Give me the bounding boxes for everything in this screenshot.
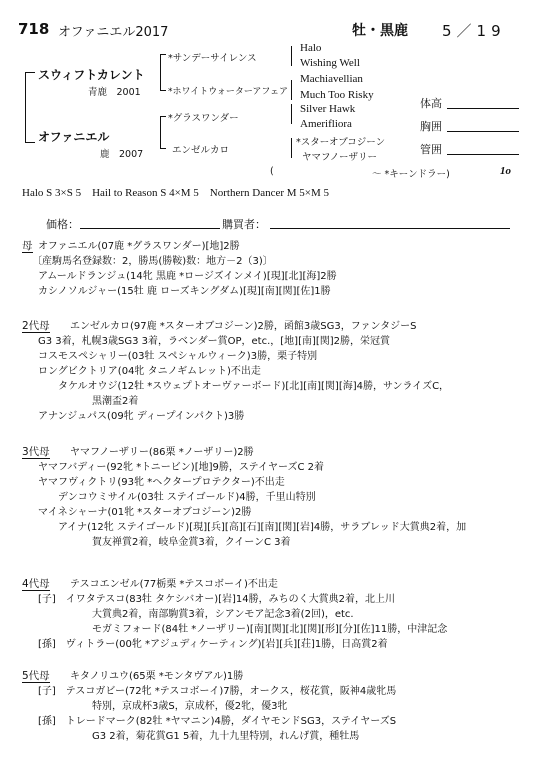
chest-field[interactable]: [447, 131, 519, 132]
section-label: 5代母: [22, 670, 50, 682]
family-line: [子] テスコガビー(72牝 *テスコボーイ)7勝，オークス，桜花賞，阪神4歳牝馬: [38, 686, 397, 697]
pedigree-line: [291, 104, 292, 124]
pedigree-line: [160, 90, 166, 91]
cannon-label: 管囲: [420, 143, 442, 156]
pedigree-code: 1o: [500, 165, 511, 177]
family-line: G3 3着，札幌3歳SG3 3着，ラベンダー賞OP，etc.，[地][南][関]2勝，栄冠賞: [38, 336, 391, 347]
sire-sire: *サンデーサイレンス: [168, 53, 257, 64]
dsd: Amerifliora: [300, 118, 352, 130]
section-label: 4代母: [22, 578, 50, 590]
buyer-field[interactable]: [270, 228, 510, 229]
family-line: タケルオウジ(12牡 *スウェプトオーヴァーボード)[北][南][関][海]4勝，サンライズC，: [58, 381, 450, 392]
family-line: 大賞典2着，南部駒賞3着，シアンモア記念3着(2回)，etc.: [92, 609, 354, 620]
dam-sire: *グラスワンダー: [168, 113, 239, 124]
chest-label: 胸囲: [420, 120, 442, 133]
family-line: [孫] ヴィトラー(00牝 *アジュディケーティング)[岩][兵][荘]1勝，日高賞2着: [38, 639, 388, 650]
section-label: 母: [22, 240, 33, 252]
dam-name: オファニエル: [38, 130, 110, 144]
pedigree-note-open: (: [270, 166, 274, 177]
family-line: 賀友禅賞2着，岐阜金賞3着，クイーンC 3着: [92, 537, 291, 548]
family-line: テスコエンゼル(77栃栗 *テスコボーイ)不出走: [70, 579, 278, 590]
inbreeding: Halo S 3×S 5 Hail to Reason S 4×M 5 Northern Dancer M 5×M 5: [22, 187, 330, 199]
buyer-label: 購買者：: [222, 218, 266, 231]
ssd: Wishing Well: [300, 57, 360, 69]
sex-color: 牡・黒鹿: [352, 23, 408, 39]
pedigree-line: [160, 54, 166, 55]
family-line: ヤマフヴィクトリ(93牝 *ヘクタープロテクター)不出走: [38, 477, 285, 488]
family-line: G3 2着，菊花賞G1 5着，九十九里特別，れんげ賞，種牡馬: [92, 731, 360, 742]
family-line: ヤマフノーザリー(86栗 *ノーザリー)2勝: [70, 447, 254, 458]
family-line: ロングビクトリア(04牝 タニノギムレット)不出走: [38, 366, 261, 377]
family-line: 黒潮盃2着: [92, 396, 139, 407]
sire-info: 青鹿 2001: [88, 87, 141, 98]
dss: Silver Hawk: [300, 103, 356, 115]
pedigree-line: [291, 46, 292, 66]
family-line: キタノリユウ(65栗 *モンタヴアル)1勝: [70, 671, 244, 682]
horse-title: オファニエル2017: [58, 25, 169, 40]
family-line: オファニエル(07鹿 *グラスワンダー)[地]2勝: [38, 241, 240, 252]
family-line: アナンジュパス(09牝 ディープインパクト)3勝: [38, 411, 245, 422]
family-line: [子] イワタテスコ(83牡 タケシバオー)[岩]14勝，みちのく大賞典2着，北上川: [38, 594, 395, 605]
pedigree-note: ～ *キーンドラー): [372, 169, 450, 180]
sdd: Much Too Risky: [300, 89, 374, 101]
height-label: 体高: [420, 97, 442, 110]
dam-info: 鹿 2007: [100, 149, 144, 160]
sds: Machiavellian: [300, 73, 363, 85]
family-line: 〔産駒馬名登録数：2，勝馬(勝鞍)数：地方－2（3)〕: [32, 256, 273, 267]
family-line: アムールドランジュ(14牝 黒鹿 *ロージズインメイ)[現][北][海]2勝: [38, 271, 337, 282]
family-line: デンコウミサイル(03牡 ステイゴールド)4勝，千里山特別: [58, 492, 316, 503]
ddd: ヤマフノーザリー: [302, 152, 377, 163]
sss: Halo: [300, 42, 322, 54]
pedigree-line: [291, 138, 292, 158]
height-field[interactable]: [447, 108, 519, 109]
price-field[interactable]: [80, 228, 220, 229]
family-line: アイナ(12牝 ステイゴールド)[現][兵][高][石][南][関][岩]4勝，サラブレッド大賞典2着，加: [58, 522, 467, 533]
pedigree-line: [25, 72, 35, 73]
sire-dam: *ホワイトウォーターアフェア: [168, 87, 288, 97]
pedigree-line: [291, 80, 292, 100]
sire-name: スウィフトカレント: [38, 68, 145, 82]
pedigree-line: [160, 116, 166, 117]
family-line: ヤマフバディー(92牝 *トニービン)[地]9勝，ステイヤーズC 2着: [38, 462, 324, 473]
cannon-field[interactable]: [447, 154, 519, 155]
dds: *スターオブコジーン: [296, 137, 386, 148]
pedigree-line: [160, 116, 161, 148]
family-line: カシノソルジャー(15牡 鹿 ローズキングダム)[現][南][関][佐]1勝: [38, 286, 331, 297]
family-line: マイネシャーナ(01牝 *スターオブコジーン)2勝: [38, 507, 252, 518]
family-line: モガミフォード(84牡 *ノーザリー)[南][関][北][関][形][分][佐]11勝，中津記念: [92, 624, 448, 635]
family-line: [孫] トレードマーク(82牡 *ヤマニン)4勝，ダイヤモンドSG3，ステイヤーズS: [38, 716, 397, 727]
family-line: エンゼルカロ(97鹿 *スターオブコジーン)2勝，函館3歳SG3，ファンタジーS: [70, 321, 417, 332]
section-label: 2代母: [22, 320, 50, 332]
pedigree-line: [25, 72, 26, 142]
dam-dam: エンゼルカロ: [172, 145, 230, 156]
family-line: 特別，京成杯3歳S，京成杯，優2牝，優3牝: [92, 701, 288, 712]
catalog-number: 718: [18, 20, 50, 38]
pedigree-line: [25, 142, 35, 143]
price-label: 価格：: [46, 218, 79, 231]
section-label: 3代母: [22, 446, 50, 458]
birthdate: 5／19: [442, 22, 506, 40]
pedigree-line: [160, 148, 166, 149]
pedigree-line: [160, 54, 161, 90]
family-line: コスモスペシャリー(03牡 スペシャルウィーク)3勝，栗子特別: [38, 351, 318, 362]
